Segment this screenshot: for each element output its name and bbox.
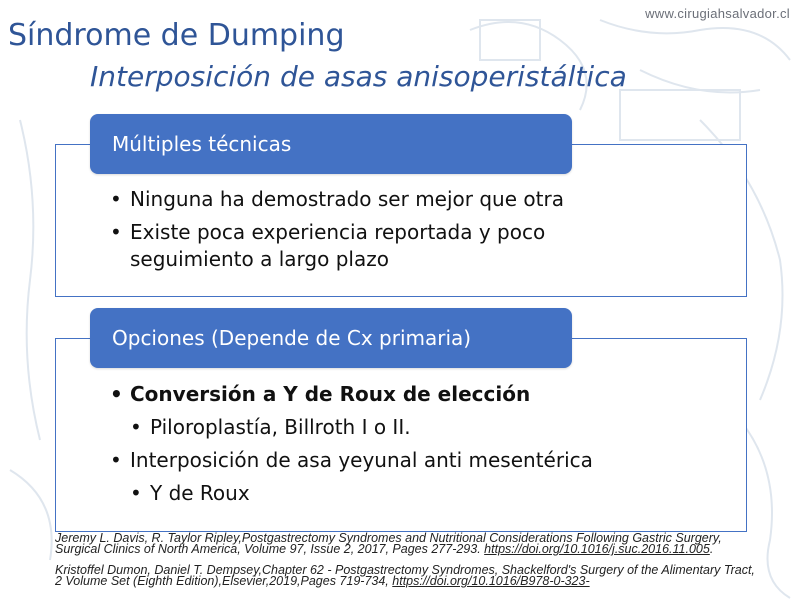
reference-link[interactable]: https://doi.org/10.1016/j.suc.2016.11.005 xyxy=(484,542,710,556)
bullet-list-options xyxy=(110,381,670,513)
reference-text: Kristoffel Dumon, Daniel T. Dempsey,Chapter 62 - Postgastrectomy Syndromes, Shackelford's Surgery of the Alimentary Tract, 2 Volume Set (Eighth Edition),Elsevier,2019,Pages 719-734, xyxy=(55,563,755,588)
section-header-label: Opciones (Depende de Cx primaria) xyxy=(112,326,472,350)
bullet-item: • Ninguna ha demostrado ser mejor que otra xyxy=(110,186,630,213)
section-header-techniques xyxy=(90,114,572,174)
section-header-label: Múltiples técnicas xyxy=(112,132,292,156)
website-url: www.cirugiahsalvador.cl xyxy=(645,6,790,21)
reference-item xyxy=(55,533,755,555)
page-title: Síndrome de Dumping xyxy=(8,18,345,53)
reference-tail: . xyxy=(709,542,714,556)
reference-text: Jeremy L. Davis, R. Taylor Ripley,Postgastrectomy Syndromes and Nutritional Considerations Following Gastric Surgery, Surgical Clinics of North America, Volume 97, Issue 2, 2017, Pages 277-293. xyxy=(55,531,722,556)
bullet-item: • Conversión a Y de Roux de elección xyxy=(110,381,670,408)
bullet-item: • Interposición de asa yeyunal anti mesentérica xyxy=(110,447,670,474)
bullet-item: • Existe poca experiencia reportada y poco seguimiento a largo plazo xyxy=(110,219,630,273)
section-header-options xyxy=(90,308,572,368)
sub-bullet-item: • Y de Roux xyxy=(130,480,670,507)
page-subtitle: Interposición de asas anisoperistáltica xyxy=(90,60,627,93)
sub-bullet-item: • Piloroplastía, Billroth I o II. xyxy=(130,414,670,441)
reference-item xyxy=(55,565,755,587)
reference-link[interactable]: https://doi.org/10.1016/B978-0-323- xyxy=(392,574,590,588)
references xyxy=(55,533,755,597)
bullet-list-techniques xyxy=(110,186,630,279)
